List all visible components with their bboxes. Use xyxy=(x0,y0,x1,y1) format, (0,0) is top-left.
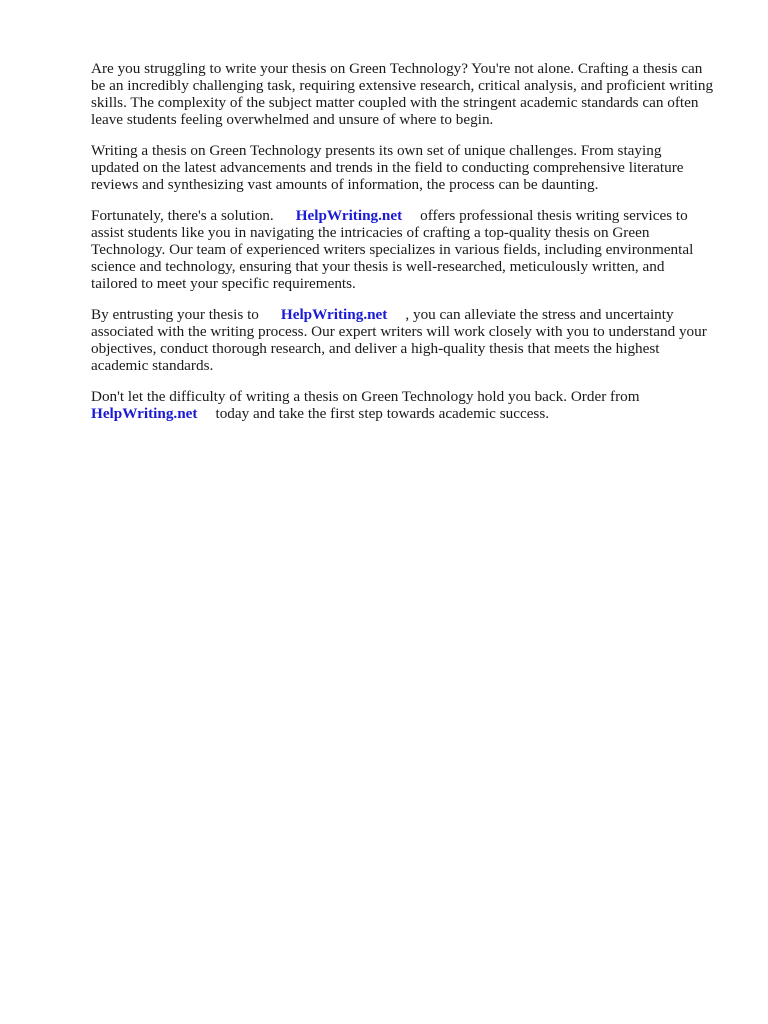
helpwriting-link[interactable]: HelpWriting.net xyxy=(91,405,198,422)
helpwriting-link[interactable]: HelpWriting.net xyxy=(295,207,403,224)
text-segment: offers professional thesis writing services to xyxy=(420,207,688,224)
text-line: updated on the latest advancements and trends in the field to conducting comprehensive literature xyxy=(91,159,684,176)
text-line xyxy=(91,405,731,422)
paragraph-solution xyxy=(91,207,731,292)
text-line: skills. The complexity of the subject matter coupled with the stringent academic standards can often xyxy=(91,94,699,111)
text-line: tailored to meet your specific requirements. xyxy=(91,275,356,292)
text-line: leave students feeling overwhelmed and unsure of where to begin. xyxy=(91,111,494,128)
text-segment: today and take the first step towards academic success. xyxy=(215,405,550,422)
text-line: Technology. Our team of experienced writers specializes in various fields, including environmental xyxy=(91,241,694,258)
text-line xyxy=(91,306,731,323)
text-line: assist students like you in navigating the intricacies of crafting a top-quality thesis on Green xyxy=(91,224,650,241)
text-line: objectives, conduct thorough research, and deliver a high-quality thesis that meets the highest xyxy=(91,340,660,357)
paragraph-entrusting xyxy=(91,306,731,374)
text-line: be an incredibly challenging task, requiring extensive research, critical analysis, and proficient writing xyxy=(91,77,714,94)
text-line: academic standards. xyxy=(91,357,214,374)
text-segment: , you can alleviate the stress and uncertainty xyxy=(405,306,674,323)
text-line: reviews and synthesizing vast amounts of information, the process can be daunting. xyxy=(91,176,599,193)
text-line xyxy=(91,207,731,224)
text-line: Are you struggling to write your thesis on Green Technology? You're not alone. Crafting a thesis can xyxy=(91,60,703,77)
text-line: associated with the writing process. Our expert writers will work closely with you to understand your xyxy=(91,323,707,340)
paragraph-challenges xyxy=(91,142,731,193)
document-page xyxy=(91,60,731,436)
paragraph-call-to-action xyxy=(91,388,731,422)
text-line: Writing a thesis on Green Technology presents its own set of unique challenges. From staying xyxy=(91,142,662,159)
text-line: science and technology, ensuring that your thesis is well-researched, meticulously written, and xyxy=(91,258,665,275)
helpwriting-link[interactable]: HelpWriting.net xyxy=(280,306,388,323)
paragraph-intro xyxy=(91,60,731,128)
text-line: Don't let the difficulty of writing a thesis on Green Technology hold you back. Order from xyxy=(91,388,640,405)
text-segment: Fortunately, there's a solution. xyxy=(91,207,274,224)
text-segment: By entrusting your thesis to xyxy=(91,306,259,323)
